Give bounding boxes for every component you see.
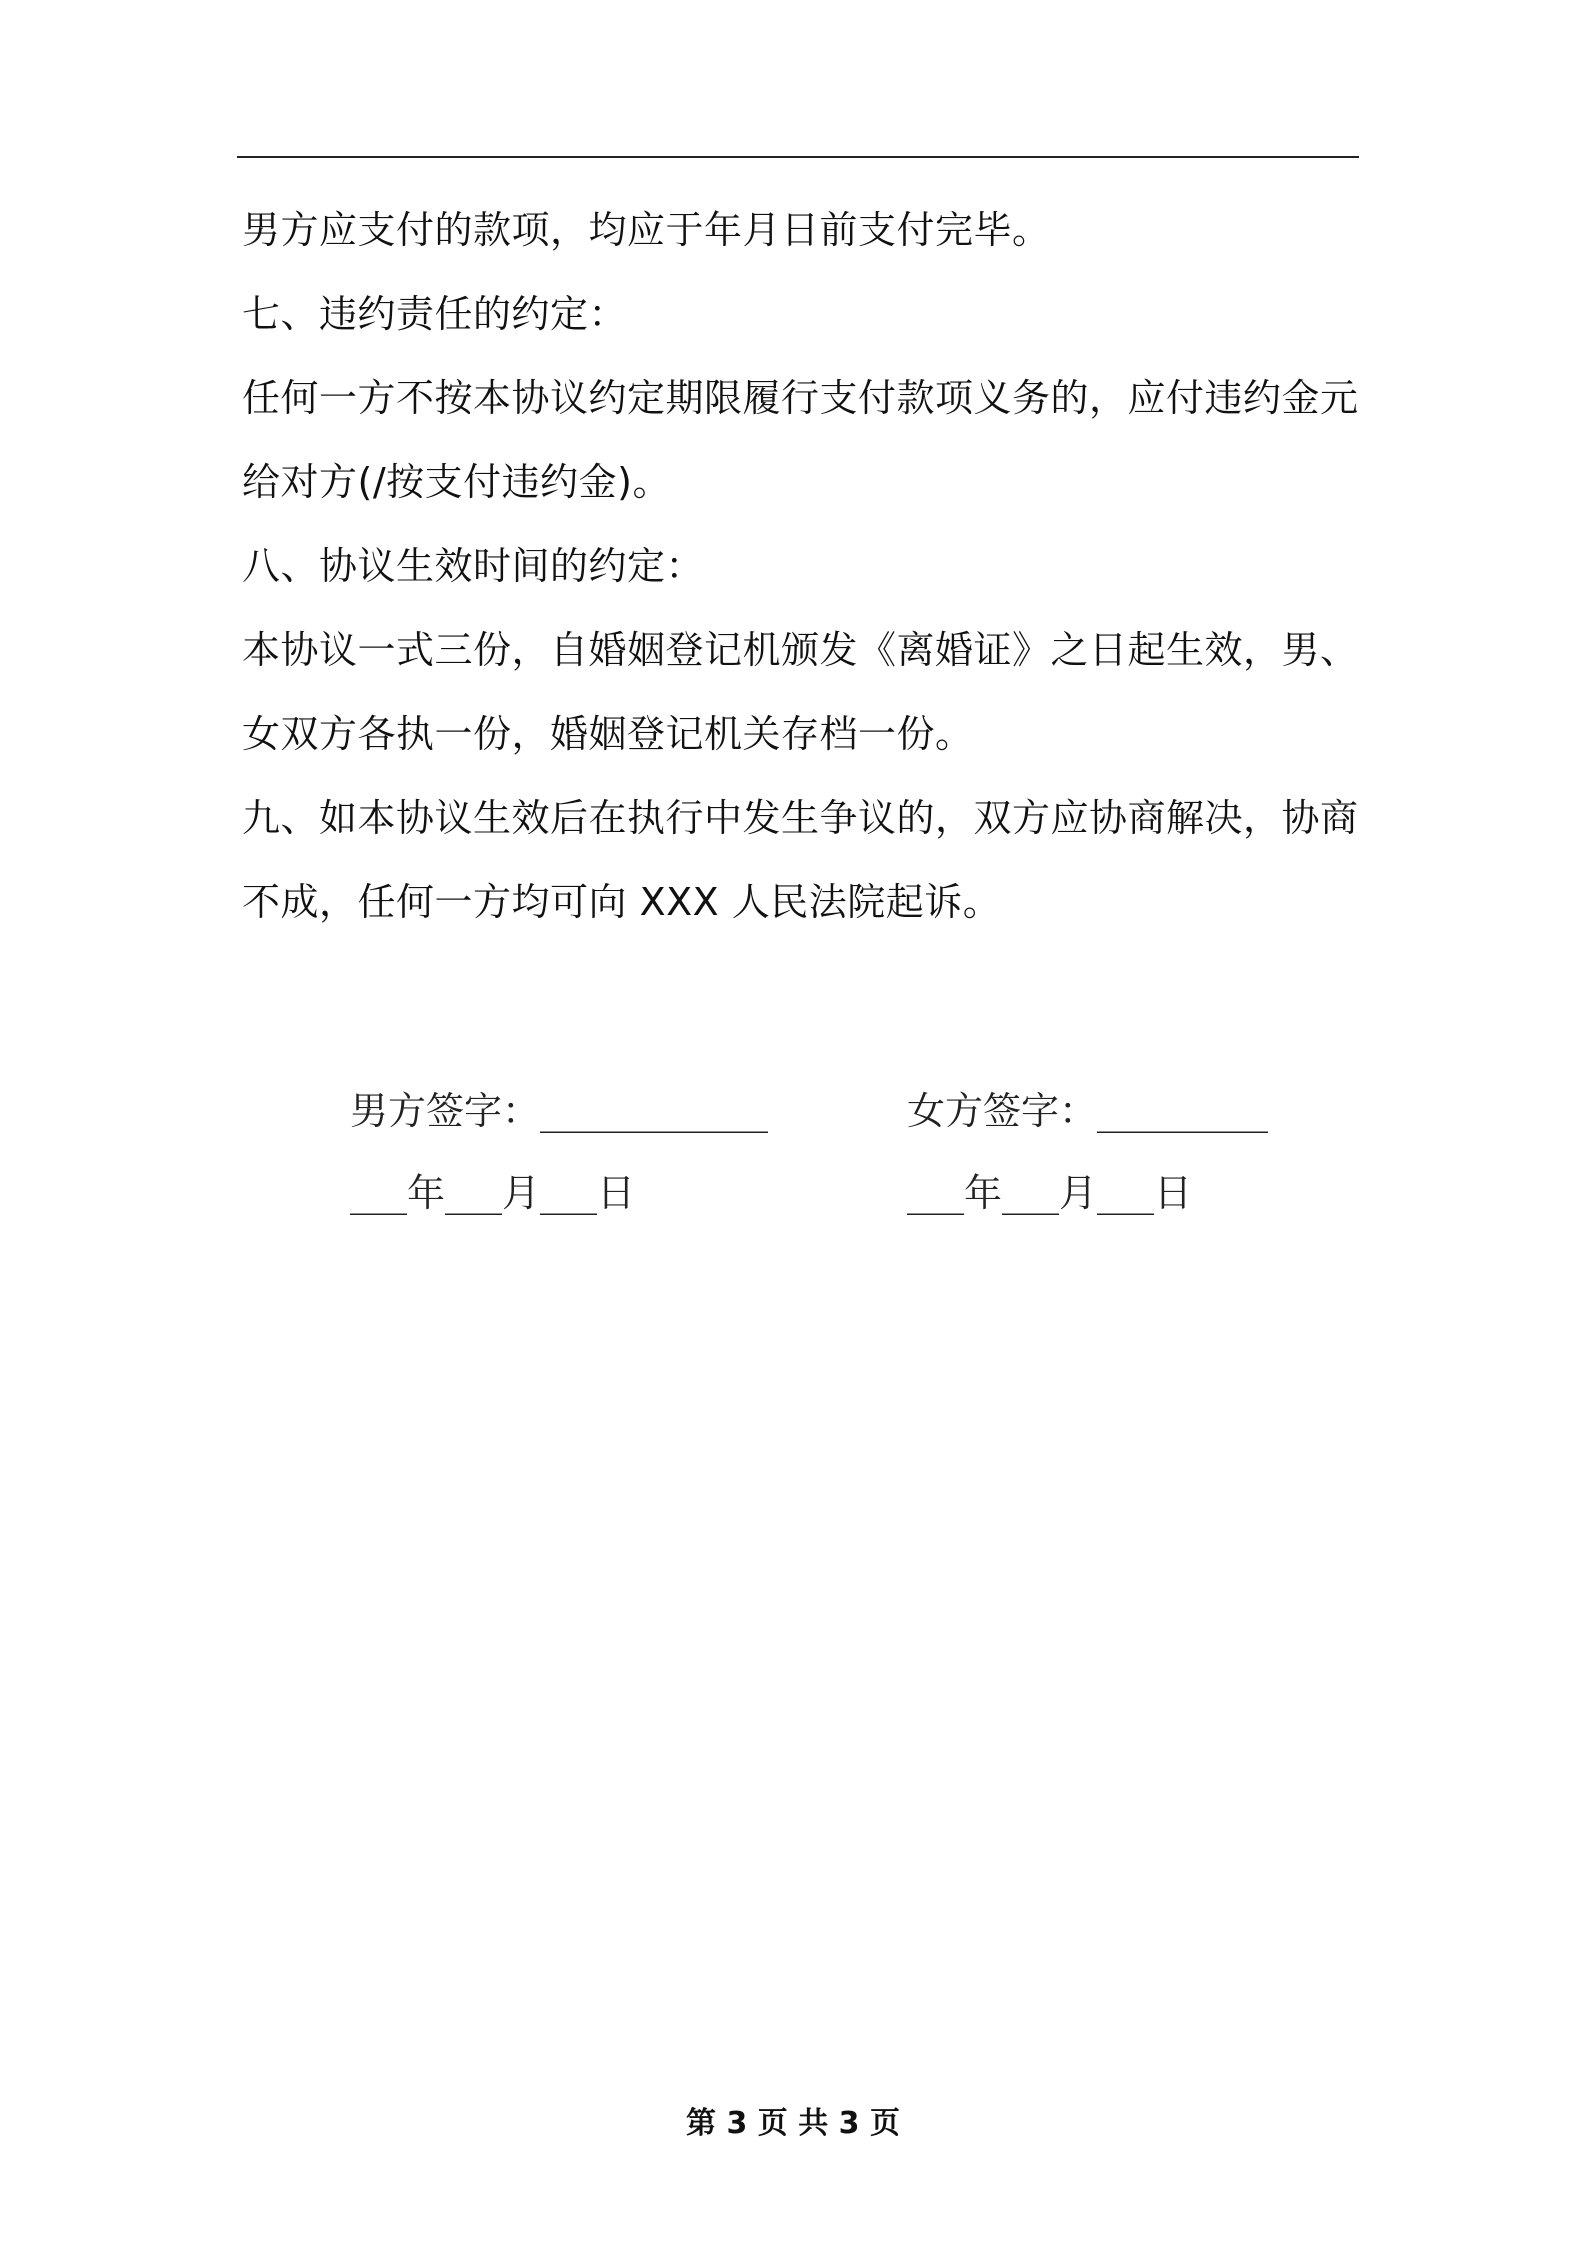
page-number-footer: 第 3 页 共 3 页	[686, 2106, 900, 2141]
paragraph-dispute-resolution: 九、如本协议生效后在执行中发生争议的，双方应协商解决，协商不成，任何一方均可向 XXX 人民法院起诉。	[242, 796, 1359, 924]
paragraph-effective-date: 本协议一式三份，自婚姻登记机颁发《离婚证》之日起生效，男、女双方各执一份，婚姻登记机关存档一份。	[242, 628, 1359, 756]
male-signature-line: 男方签字：____________	[350, 1089, 769, 1133]
document-body	[242, 188, 1362, 944]
male-date-line: ___年___月___日	[350, 1171, 636, 1215]
header-rule	[237, 156, 1359, 158]
heading-breach-liability: 七、违约责任的约定：	[242, 292, 628, 336]
female-date-line: ___年___月___日	[907, 1171, 1193, 1215]
paragraph-payment-deadline: 男方应支付的款项，均应于年月日前支付完毕。	[242, 208, 1051, 252]
female-signature-line: 女方签字：_________	[907, 1089, 1269, 1133]
paragraph-breach-penalty: 任何一方不按本协议约定期限履行支付款项义务的，应付违约金元给对方(/按支付违约金)。	[242, 376, 1359, 504]
heading-effective-date: 八、协议生效时间的约定：	[242, 544, 705, 588]
